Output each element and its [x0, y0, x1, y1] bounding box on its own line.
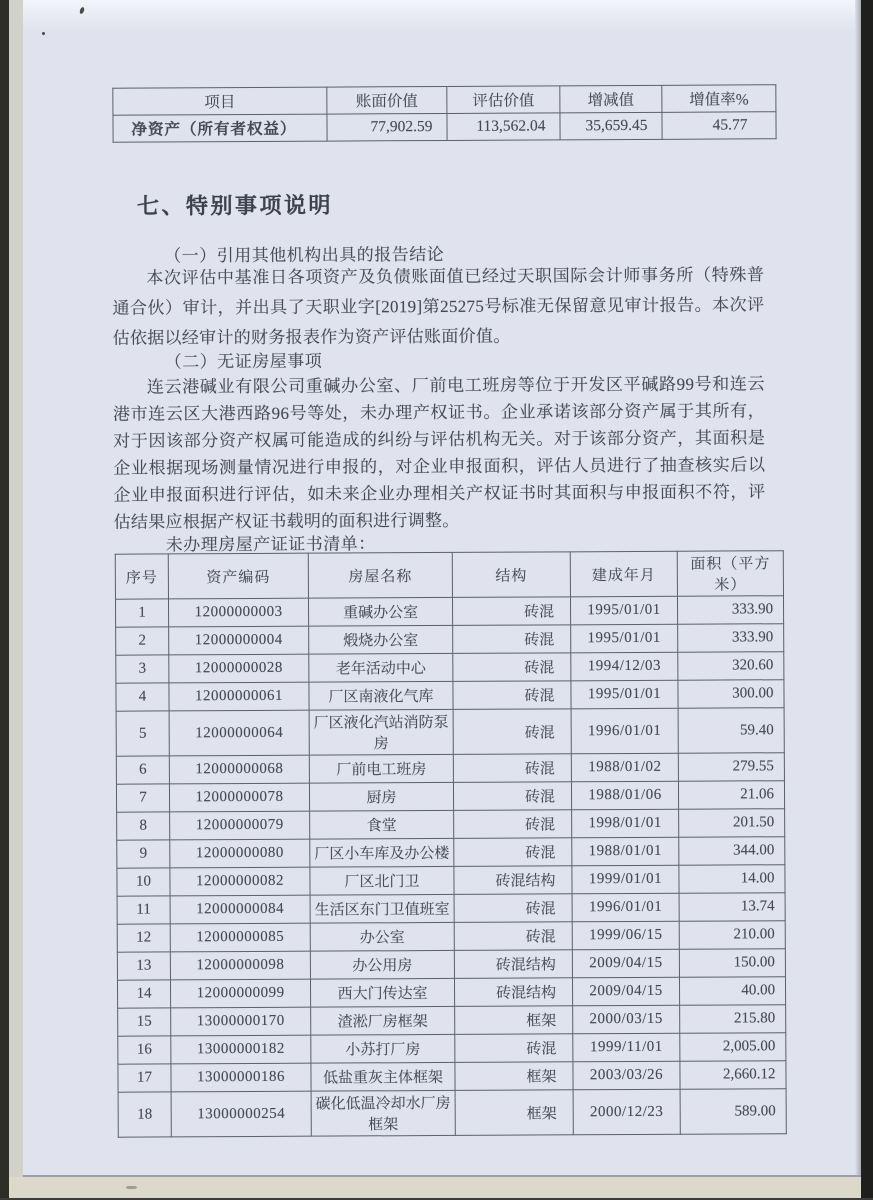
table-cell: 1999/01/01: [572, 865, 679, 894]
table-cell: 砖混: [454, 894, 572, 923]
header-row: [115, 551, 783, 599]
table-cell: 办公用房: [310, 950, 454, 979]
subsection-1-paragraph: 本次评估中基准日各项资产及负债账面值已经过天职国际会计师事务所（特殊普通合伙）审计，并出具了天职业字[2019]第25275号标准无保留意见审计报告。本次评估依据以经审计的财务报表作为资产评估账面价值。: [112, 265, 765, 348]
table-cell: 320.60: [678, 652, 784, 681]
table-cell: 12000000085: [170, 923, 310, 952]
scan-speck: [126, 1186, 137, 1189]
table-cell: 生活区东门卫值班室: [310, 894, 454, 923]
table-cell: 砖混: [455, 1034, 573, 1063]
table-cell: 小苏打厂房: [311, 1034, 455, 1063]
subsection-1-title: （一）引用其他机构出具的报告结论: [164, 244, 445, 266]
table-cell: 砖混: [454, 810, 572, 839]
table-row: [117, 865, 785, 896]
table-row: [116, 624, 784, 655]
subsection-2-paragraph: 连云港碱业有限公司重碱办公室、厂前电工班房等位于开发区平碱路99号和连云港市连云区大港西路96号等处，未办理产权证书。企业承诺该部分资产属于其所有，对于因该部分资产权属可能造成的纠纷与评估机构无关。对于该部分资产，其面积是企业根据现场测量情况进行申报的，对企业申报面积，评估人员进行了抽查核实后以企业申报面积进行评估，如未来企业办理相关产权证书时其面积与申报面积不符，评估结果应根据产权证书载明的面积进行调整。: [112, 374, 766, 532]
table-cell: 5: [116, 711, 169, 756]
table-cell: 砖混: [453, 653, 571, 682]
table-row: [117, 837, 785, 868]
column-header: 面积（平方米）: [677, 551, 783, 597]
table-cell: 1995/01/01: [571, 624, 678, 653]
table-cell: 14.00: [679, 865, 785, 894]
scan-edge-left-light: [9, 0, 23, 1200]
table-cell: 3: [116, 655, 169, 683]
table-cell: 7: [116, 784, 169, 812]
table-cell: 老年活动中心: [309, 653, 453, 682]
table-cell: 2: [116, 627, 169, 655]
header-row: [113, 85, 776, 115]
table-cell: 13000000186: [171, 1063, 311, 1092]
table-cell: 砖混: [454, 838, 572, 867]
table-row: [117, 893, 785, 924]
uncertified-houses-table: [115, 550, 787, 1137]
table-cell: 2000/12/23: [573, 1089, 680, 1135]
table-cell: 1998/01/01: [572, 809, 679, 838]
table-cell: 1988/01/01: [572, 837, 679, 866]
table-cell: 2009/04/15: [572, 977, 679, 1006]
table-cell: 框架: [455, 1090, 573, 1136]
table-cell: 40.00: [679, 977, 785, 1006]
table-cell: 砖混: [453, 625, 571, 654]
table-cell: 厨房: [309, 782, 453, 811]
table-cell: 2003/03/26: [573, 1061, 680, 1090]
table-cell: 13000000182: [171, 1035, 311, 1064]
table-cell: 12000000080: [170, 839, 310, 868]
table-cell: 12000000082: [170, 867, 310, 896]
column-header: 增值率%: [662, 85, 776, 113]
table-cell: 12000000068: [169, 755, 309, 784]
table-cell: 8: [117, 812, 170, 840]
table-cell: 1996/01/01: [571, 708, 678, 754]
table-cell: 13.74: [679, 893, 785, 922]
subsection-2-title: （二）无证房屋事项: [164, 351, 323, 372]
table-cell: 45.77: [662, 112, 776, 140]
table-cell: 6: [116, 756, 169, 784]
scan-speck: [42, 32, 45, 35]
column-header: 项目: [113, 87, 327, 115]
table-cell: 厂区小车库及办公楼: [310, 838, 454, 867]
table-row: [117, 977, 785, 1008]
table-cell: 砖混: [452, 597, 570, 626]
column-header: 评估价值: [447, 86, 560, 114]
table-cell: 碳化低温冷却水厂房框架: [311, 1090, 455, 1136]
column-header: 结构: [452, 552, 570, 598]
table-cell: 煅烧办公室: [309, 625, 453, 654]
table-cell: 215.80: [680, 1005, 786, 1034]
table-cell: 12000000078: [169, 783, 309, 812]
table-cell: 厂区南液化气库: [309, 681, 453, 710]
table-cell: 2009/04/15: [572, 949, 679, 978]
table-cell: 2000/03/15: [573, 1005, 680, 1034]
table-cell: 210.00: [679, 921, 785, 950]
column-header: 房屋名称: [308, 552, 452, 598]
table-cell: 333.90: [678, 624, 784, 653]
table-cell: 16: [118, 1036, 171, 1064]
table-row: [118, 1061, 786, 1092]
table-row: [117, 949, 785, 980]
column-header: 增减值: [560, 85, 662, 113]
table-row: [113, 112, 776, 142]
table-cell: 办公室: [310, 922, 454, 951]
table-cell: 砖混结构: [454, 866, 572, 895]
table-cell: 厂区液化汽站消防泵房: [309, 709, 453, 755]
table-cell: 西大门传达室: [310, 978, 454, 1007]
table-cell: 12000000028: [169, 654, 309, 683]
table-row: [115, 596, 783, 627]
table-cell: 13000000254: [171, 1091, 311, 1137]
table-cell: 4: [116, 683, 169, 711]
table-cell: 12000000098: [170, 951, 310, 980]
table-cell: 12000000079: [170, 811, 310, 840]
table-cell: 9: [117, 840, 170, 868]
table-cell: 1995/01/01: [570, 596, 677, 625]
table-cell: 77,902.59: [327, 113, 447, 141]
table-cell: 1994/12/03: [571, 652, 678, 681]
table-cell: 净资产（所有者权益）: [113, 114, 327, 142]
table-cell: 13000000170: [171, 1007, 311, 1036]
table-cell: 589.00: [680, 1089, 786, 1135]
column-header: 资产编码: [168, 553, 308, 599]
table-cell: 333.90: [677, 596, 783, 625]
section-title: 七、特别事项说明: [136, 192, 334, 219]
table-cell: 18: [118, 1092, 171, 1137]
table-row: [116, 680, 784, 711]
table-cell: 砖混: [454, 922, 572, 951]
table-cell: 300.00: [678, 680, 784, 709]
table-cell: 21.06: [678, 781, 784, 810]
table-cell: 150.00: [679, 949, 785, 978]
table-cell: 14: [117, 980, 170, 1008]
table-cell: 201.50: [679, 809, 785, 838]
table-cell: 1988/01/02: [571, 753, 678, 782]
table-cell: 12000000084: [170, 895, 310, 924]
table-row: [117, 809, 785, 840]
table-cell: 砖混: [453, 782, 571, 811]
table-cell: 2,660.12: [680, 1061, 786, 1090]
table-cell: 15: [118, 1008, 171, 1036]
table-cell: 11: [117, 896, 170, 924]
table-cell: 13: [117, 952, 170, 980]
table-cell: 砖混: [453, 681, 571, 710]
table-cell: 渣淞厂房框架: [311, 1006, 455, 1035]
column-header: 账面价值: [327, 86, 447, 114]
table-cell: 低盐重灰主体框架: [311, 1062, 455, 1091]
table-cell: 1: [115, 599, 168, 627]
scan-edge-left: [0, 0, 9, 1200]
table-cell: 重碱办公室: [308, 597, 452, 626]
table-row: [116, 753, 784, 784]
net-asset-summary-table: [112, 84, 776, 142]
table-cell: 113,562.04: [447, 113, 560, 141]
table-cell: 12000000061: [169, 682, 309, 711]
table-row: [118, 1033, 786, 1064]
table-cell: 厂前电工班房: [309, 754, 453, 783]
column-header: 建成年月: [570, 551, 677, 597]
scan-edge-right: [861, 0, 873, 1200]
table-cell: 12000000064: [169, 710, 309, 756]
table-cell: 12000000099: [170, 979, 310, 1008]
table-cell: 59.40: [678, 708, 784, 754]
table-cell: 2,005.00: [680, 1033, 786, 1062]
table-cell: 12: [117, 924, 170, 952]
table-cell: 1988/01/06: [571, 781, 678, 810]
table-cell: 344.00: [679, 837, 785, 866]
table-row: [116, 781, 784, 812]
table-cell: 砖混: [453, 709, 571, 755]
table-cell: 砖混: [453, 754, 571, 783]
table-cell: 12000000004: [169, 626, 309, 655]
table-cell: 食堂: [310, 810, 454, 839]
table-cell: 35,659.45: [560, 112, 662, 140]
table-cell: 1999/06/15: [572, 921, 679, 950]
table-row: [118, 1089, 786, 1137]
table-cell: 1996/01/01: [572, 893, 679, 922]
table-cell: 厂区北门卫: [310, 866, 454, 895]
table-cell: 1995/01/01: [571, 680, 678, 709]
house-list-caption: 未办理房屋产证证书清单：: [165, 534, 376, 555]
table-cell: 砖混结构: [454, 978, 572, 1007]
column-header: 序号: [115, 554, 168, 599]
table-cell: 1999/11/01: [573, 1033, 680, 1062]
table-row: [116, 652, 784, 683]
table-cell: 17: [118, 1064, 171, 1092]
table-cell: 10: [117, 868, 170, 896]
table-cell: 框架: [455, 1062, 573, 1091]
table-cell: 279.55: [678, 753, 784, 782]
table-cell: 框架: [455, 1006, 573, 1035]
table-row: [116, 708, 784, 756]
table-cell: 砖混结构: [454, 950, 572, 979]
table-cell: 12000000003: [168, 598, 308, 627]
table-row: [117, 921, 785, 952]
table-row: [118, 1005, 786, 1036]
scan-strip-bottom: [9, 1177, 873, 1198]
